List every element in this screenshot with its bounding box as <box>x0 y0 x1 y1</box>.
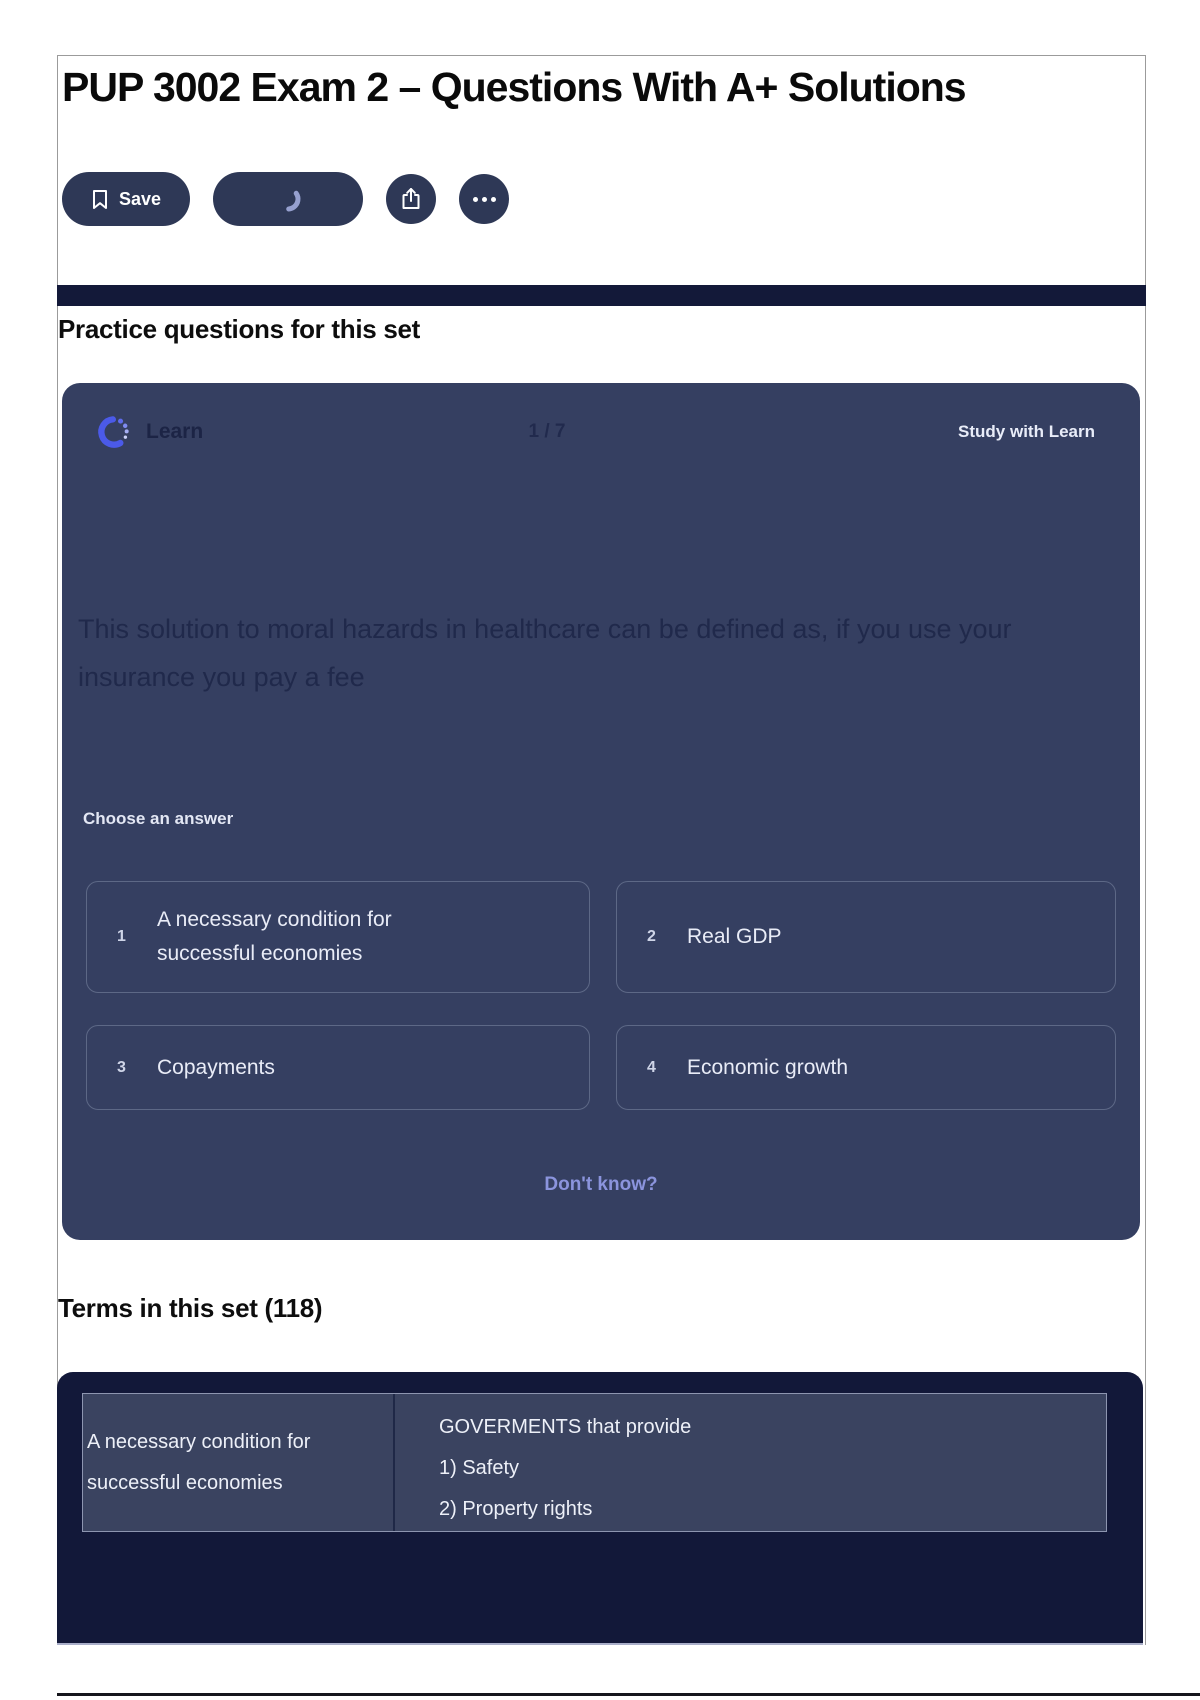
learn-practice-card <box>62 383 1140 1240</box>
term-row <box>82 1393 1107 1532</box>
toolbar <box>62 172 509 226</box>
question-progress: 1 / 7 <box>528 421 566 442</box>
option-number: 1 <box>117 928 126 945</box>
answer-option-1[interactable] <box>86 881 590 993</box>
dont-know-link[interactable]: Don't know? <box>544 1174 658 1195</box>
more-options-icon <box>473 197 496 202</box>
definition-text <box>393 1394 1106 1531</box>
definition-line: 1) Safety <box>439 1457 520 1479</box>
option-number: 4 <box>647 1058 656 1076</box>
choose-answer-label: Choose an answer <box>83 809 234 828</box>
option-text: Economic growth <box>687 1055 849 1079</box>
option-text: Real GDP <box>687 925 782 948</box>
answer-option-2[interactable] <box>616 881 1116 993</box>
spinner-icon <box>273 184 303 214</box>
option-number: 2 <box>647 928 656 945</box>
option-text: A necessary condition for successful economies <box>157 908 392 965</box>
definition-line: 2) Property rights <box>439 1498 593 1520</box>
terms-heading: Terms in this set (118) <box>58 1293 323 1323</box>
page-title: PUP 3002 Exam 2 – Questions With A+ Solutions <box>62 64 966 110</box>
answer-option-3[interactable] <box>86 1025 590 1110</box>
learn-brand-label: Learn <box>146 420 204 443</box>
option-text: Copayments <box>157 1055 275 1079</box>
practice-questions-heading: Practice questions for this set <box>58 314 421 344</box>
share-button[interactable] <box>386 174 436 224</box>
save-button[interactable] <box>62 172 190 226</box>
answer-options <box>86 881 1116 1110</box>
study-with-learn-link[interactable]: Study with Learn <box>958 422 1095 441</box>
definition-line: GOVERMENTS that provide <box>439 1416 692 1438</box>
option-number: 3 <box>117 1058 126 1076</box>
answer-option-4[interactable] <box>616 1025 1116 1110</box>
section-divider-bar <box>57 285 1146 306</box>
bookmark-icon <box>91 189 109 210</box>
bottom-divider-line <box>57 1693 1200 1696</box>
share-icon <box>400 187 422 211</box>
question-text: This solution to moral hazards in healthcare can be defined as, if you use your insurance you pay a fee <box>78 614 1012 692</box>
loading-button[interactable] <box>213 172 363 226</box>
save-button-label: Save <box>118 188 162 209</box>
learn-card-header <box>95 413 1095 451</box>
more-options-button[interactable] <box>459 174 509 224</box>
term-text: A necessary condition for successful economies <box>87 1430 311 1494</box>
terms-list-container <box>57 1372 1143 1645</box>
